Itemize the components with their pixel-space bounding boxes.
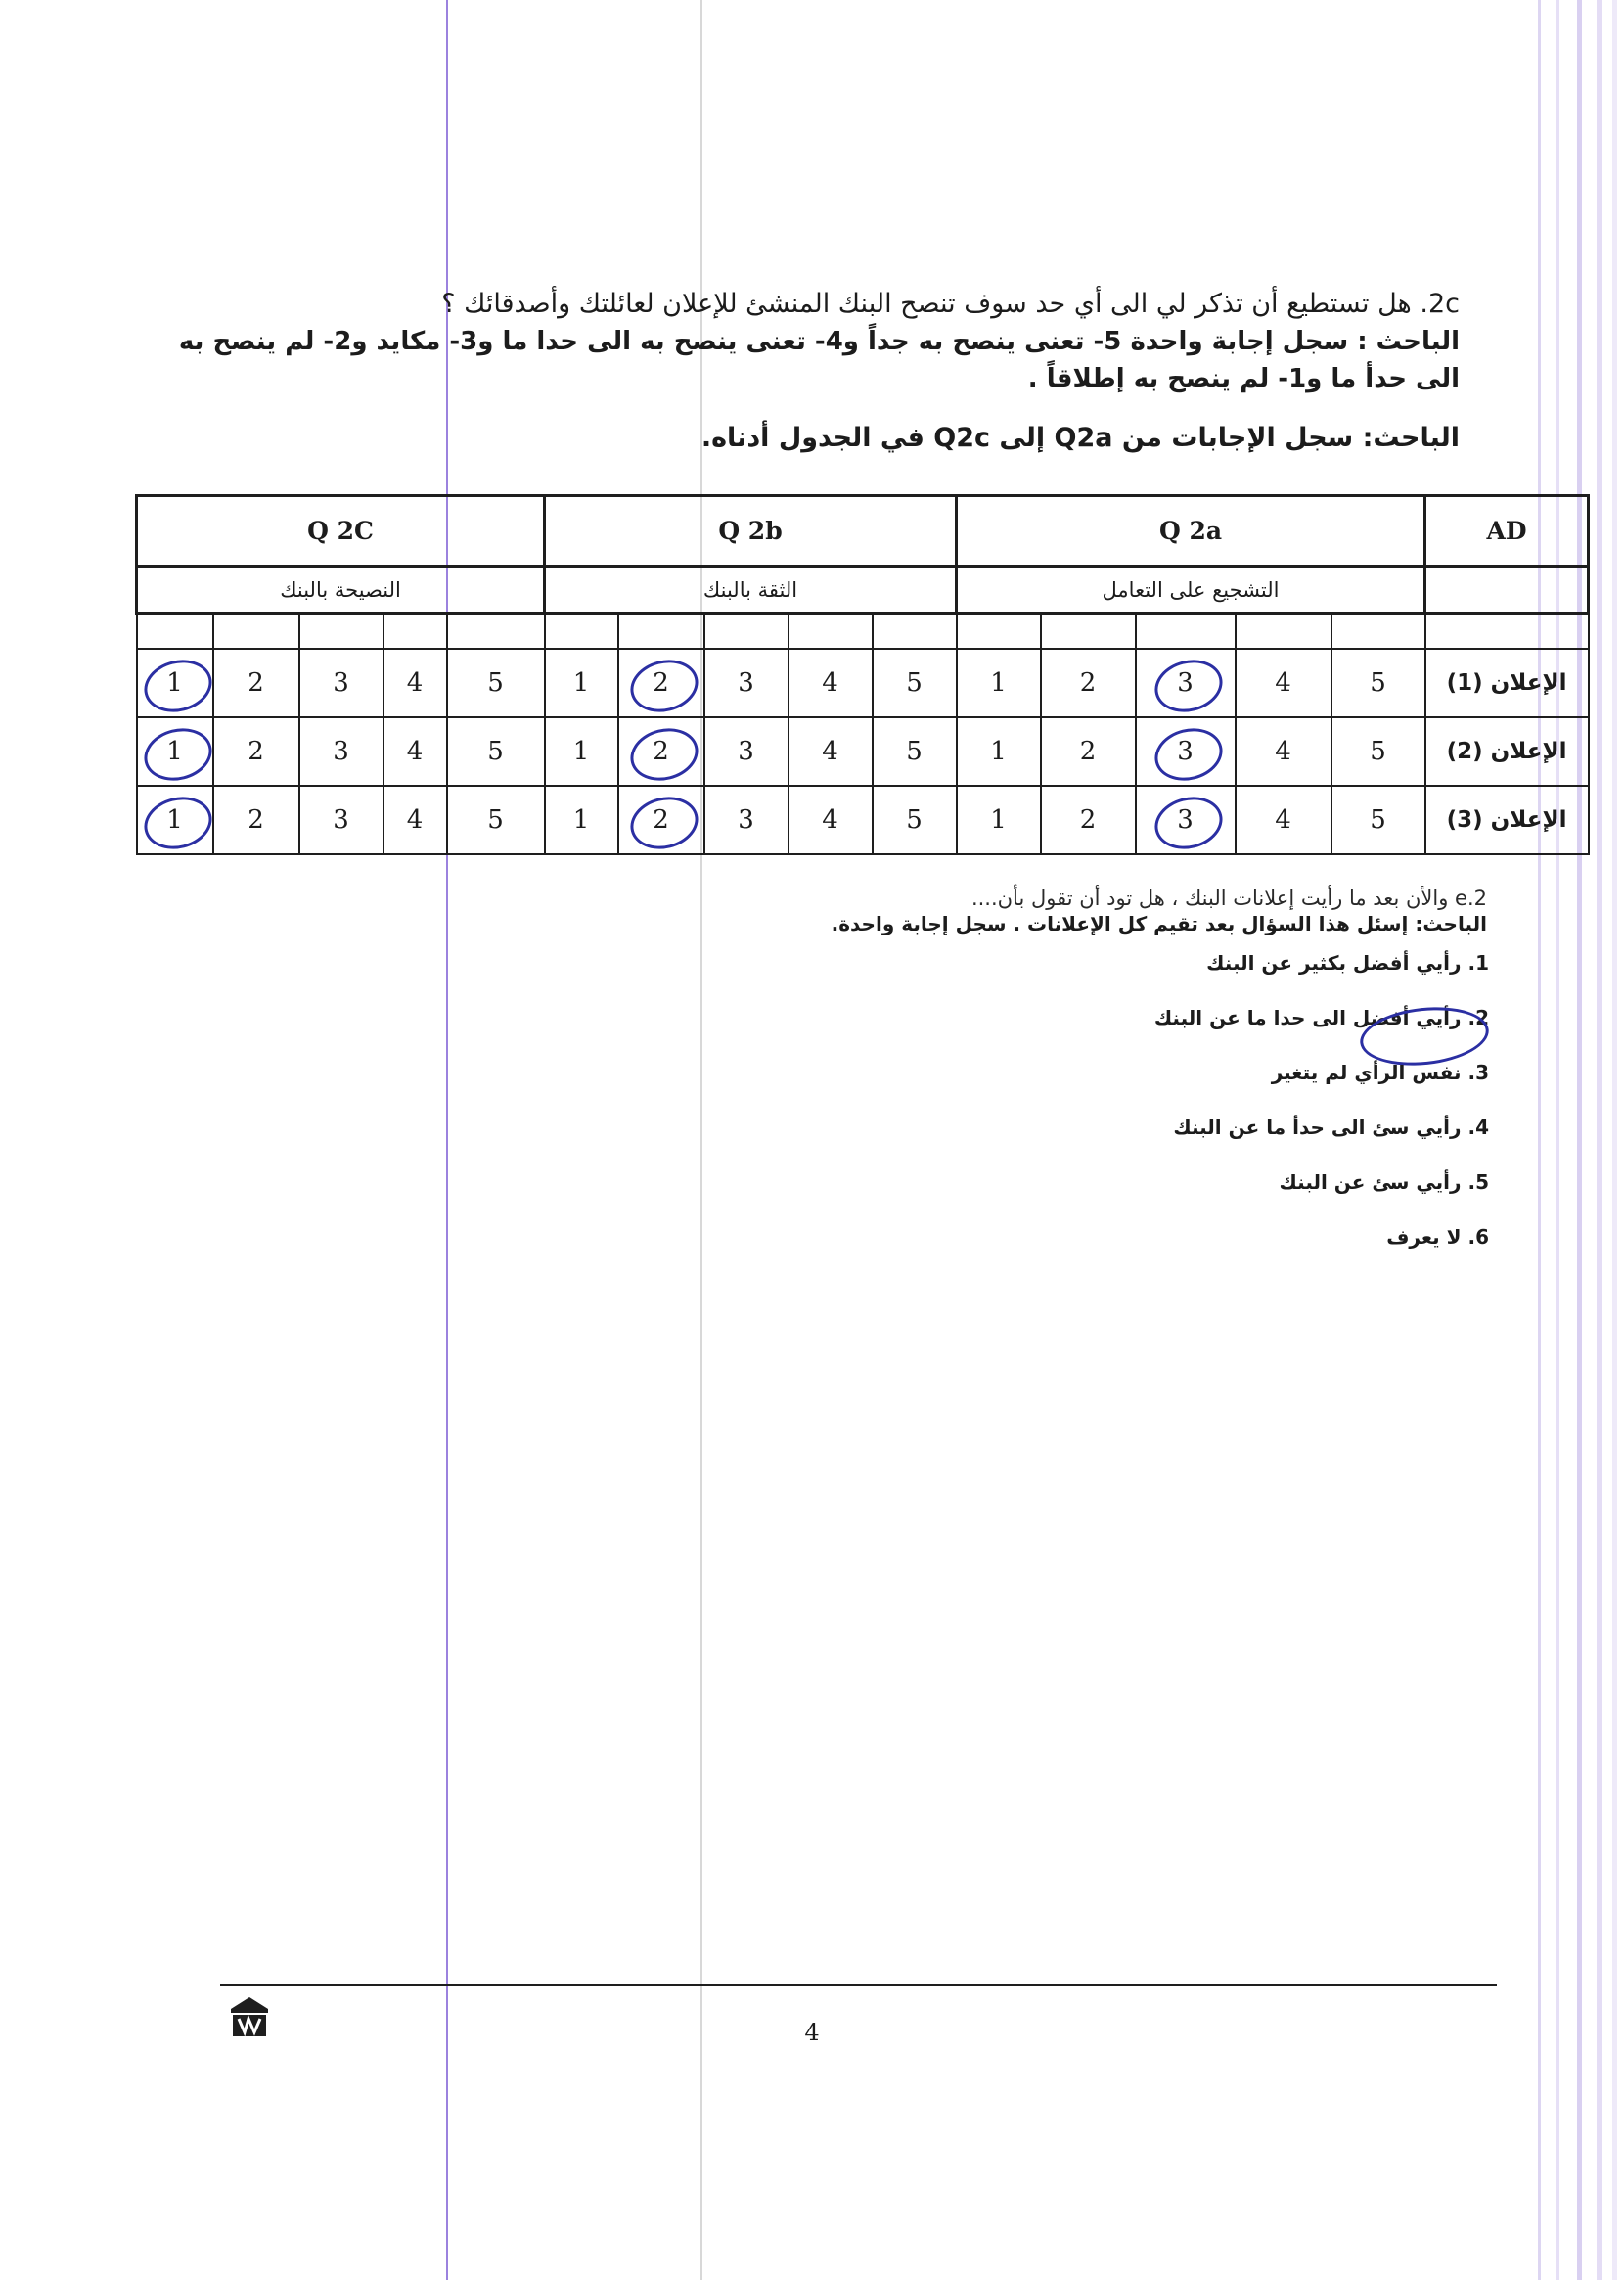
rating-value: 2 [248, 667, 264, 698]
q2a-rating-cell[interactable] [1236, 786, 1331, 854]
q2c-rating-cell[interactable] [383, 786, 447, 854]
rating-value: 4 [406, 736, 424, 766]
rating-value: 4 [1275, 667, 1291, 698]
rating-value: 4 [406, 667, 424, 698]
rating-value: 3 [333, 804, 349, 835]
header-ad: AD [1425, 496, 1589, 567]
q2a-rating-cell[interactable] [1136, 786, 1236, 854]
question-2e-instruction: الباحث: إسئل هذا السؤال بعد تقيم كل الإعلانات . سجل إجابة واحدة. [831, 912, 1487, 935]
margin-line-right-3 [1577, 0, 1582, 2280]
company-logo-icon [229, 1995, 270, 2038]
q2a-rating-cell[interactable] [1331, 649, 1425, 717]
rating-value: 3 [1177, 804, 1194, 835]
q2c-rating-cell[interactable] [299, 649, 383, 717]
subheader-ad [1425, 567, 1589, 614]
table-row [137, 649, 1589, 717]
q2c-rating-cell[interactable] [299, 717, 383, 786]
q2b-rating-cell[interactable] [618, 649, 704, 717]
q2a-rating-cell[interactable] [1331, 786, 1425, 854]
q2a-rating-cell[interactable] [1041, 786, 1136, 854]
ad-row-label: الإعلان (2) [1425, 717, 1589, 786]
q2c-rating-cell[interactable] [213, 649, 299, 717]
question-2e-prompt: 2.e والأن بعد ما رأيت إعلانات البنك ، هل تود أن تقول بأن.... [970, 887, 1487, 910]
option-1[interactable]: 1. رأيي أفضل بكثير عن البنك [1206, 951, 1489, 975]
q2c-rating-cell[interactable] [383, 717, 447, 786]
rating-value: 5 [1370, 804, 1386, 835]
q2b-rating-cell[interactable] [704, 717, 789, 786]
option-5[interactable]: 5. رأيي سئ عن البنك [1279, 1170, 1489, 1194]
q2b-rating-cell[interactable] [873, 717, 957, 786]
table-row [137, 786, 1589, 854]
table-instruction: الباحث: سجل الإجابات من Q2a إلى Q2c في الجدول أدناه. [700, 423, 1460, 453]
question-2c-prompt: 2c. هل تستطيع أن تذكر لي الى أي حد سوف تنصح البنك المنشئ للإعلان لعائلتك وأصدقائك ؟ [441, 289, 1460, 319]
q2c-rating-cell[interactable] [213, 786, 299, 854]
rating-value: 5 [906, 736, 923, 766]
subheader-q2b: الثقة بالبنك [545, 567, 957, 614]
q2a-rating-cell[interactable] [1041, 717, 1136, 786]
q2b-rating-cell[interactable] [545, 649, 618, 717]
rating-value: 3 [738, 804, 754, 835]
ad-row-label: الإعلان (1) [1425, 649, 1589, 717]
header-q2c: Q 2C [137, 496, 545, 567]
option-4[interactable]: 4. رأيي سئ الى حدأ ما عن البنك [1173, 1116, 1489, 1139]
question-2c-instruction: الباحث : سجل إجابة واحدة 5- تعنى ينصح به جداً و4- تعنى ينصح به الى حدا ما و3- مكايد و2- لم ينصح به الى حدأ ما و1- لم ينصح به إطلاقاً . [178, 327, 1460, 393]
rating-value: 5 [487, 736, 504, 766]
margin-line-right-4 [1597, 0, 1602, 2280]
rating-value: 2 [653, 736, 669, 766]
margin-line-right-1 [1538, 0, 1541, 2280]
q2a-rating-cell[interactable] [957, 786, 1041, 854]
q2a-rating-cell[interactable] [1331, 717, 1425, 786]
rating-value: 5 [906, 667, 923, 698]
q2c-rating-cell[interactable] [447, 786, 545, 854]
rating-value: 2 [248, 736, 264, 766]
q2b-rating-cell[interactable] [704, 649, 789, 717]
rating-value: 5 [1370, 667, 1386, 698]
q2c-rating-cell[interactable] [383, 649, 447, 717]
rating-value: 1 [990, 736, 1007, 766]
rating-value: 2 [1079, 736, 1097, 766]
rating-value: 5 [906, 804, 923, 835]
rating-value: 5 [487, 667, 504, 698]
rating-value: 4 [822, 736, 838, 766]
rating-value: 1 [572, 667, 590, 698]
response-table [135, 494, 1590, 855]
rating-value: 1 [166, 804, 183, 835]
rating-value: 5 [1370, 736, 1386, 766]
rating-value: 1 [990, 804, 1007, 835]
q2a-rating-cell[interactable] [957, 717, 1041, 786]
rating-value: 3 [333, 736, 349, 766]
q2b-rating-cell[interactable] [618, 786, 704, 854]
q2c-rating-cell[interactable] [137, 786, 213, 854]
option-6[interactable]: 6. لا يعرف [1386, 1225, 1489, 1249]
margin-line-right-5 [1612, 0, 1617, 2280]
q2c-rating-cell[interactable] [213, 717, 299, 786]
ad-row-label: الإعلان (3) [1425, 786, 1589, 854]
q2a-rating-cell[interactable] [1136, 649, 1236, 717]
rating-value: 2 [1079, 667, 1097, 698]
rating-value: 3 [1177, 667, 1194, 698]
rating-value: 2 [653, 667, 669, 698]
rating-value: 2 [1079, 804, 1097, 835]
q2c-rating-cell[interactable] [137, 649, 213, 717]
rating-value: 4 [406, 804, 424, 835]
margin-line-right-2 [1556, 0, 1559, 2280]
blank-row [137, 614, 1589, 649]
q2a-rating-cell[interactable] [1041, 649, 1136, 717]
rating-value: 2 [248, 804, 264, 835]
rating-value: 5 [487, 804, 504, 835]
rating-value: 3 [1177, 736, 1194, 766]
q2c-rating-cell[interactable] [137, 717, 213, 786]
rating-value: 4 [1275, 736, 1291, 766]
rating-value: 4 [822, 804, 838, 835]
header-q2b: Q 2b [545, 496, 957, 567]
q2c-rating-cell[interactable] [447, 717, 545, 786]
rating-value: 2 [653, 804, 669, 835]
rating-value: 1 [572, 804, 590, 835]
q2a-rating-cell[interactable] [1236, 717, 1331, 786]
footer-divider [220, 1984, 1497, 1986]
rating-value: 1 [572, 736, 590, 766]
q2b-rating-cell[interactable] [545, 786, 618, 854]
q2b-rating-cell[interactable] [618, 717, 704, 786]
q2c-rating-cell[interactable] [447, 649, 545, 717]
q2b-rating-cell[interactable] [873, 786, 957, 854]
q2a-rating-cell[interactable] [1136, 717, 1236, 786]
q2b-rating-cell[interactable] [704, 786, 789, 854]
rating-value: 4 [1275, 804, 1291, 835]
q2b-rating-cell[interactable] [545, 717, 618, 786]
option-2[interactable]: 2. رأيي أفضل الى حدا ما عن البنك [1153, 1006, 1489, 1029]
rating-value: 3 [738, 667, 754, 698]
q2a-rating-cell[interactable] [957, 649, 1041, 717]
option-3[interactable]: 3. نفس الرأي لم يتغير [1271, 1061, 1489, 1084]
q2b-rating-cell[interactable] [789, 786, 873, 854]
header-q2a: Q 2a [957, 496, 1425, 567]
rating-value: 4 [822, 667, 838, 698]
q2b-rating-cell[interactable] [873, 649, 957, 717]
q2a-rating-cell[interactable] [1236, 649, 1331, 717]
rating-value: 1 [990, 667, 1007, 698]
page-number: 4 [804, 2019, 820, 2046]
subheader-q2a: التشجيع على التعامل [957, 567, 1425, 614]
q2c-rating-cell[interactable] [299, 786, 383, 854]
rating-value: 3 [738, 736, 754, 766]
rating-value: 1 [166, 667, 183, 698]
rating-value: 3 [333, 667, 349, 698]
rating-value: 1 [166, 736, 183, 766]
q2b-rating-cell[interactable] [789, 717, 873, 786]
subheader-q2c: النصيحة بالبنك [137, 567, 545, 614]
table-row [137, 717, 1589, 786]
q2b-rating-cell[interactable] [789, 649, 873, 717]
